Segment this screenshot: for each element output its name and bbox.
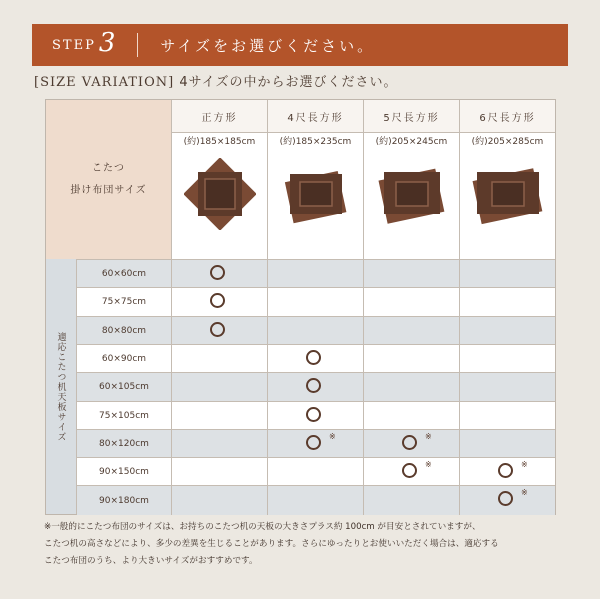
column-size: (約)205×285cm bbox=[471, 137, 544, 147]
table-cell bbox=[363, 402, 460, 430]
table-cell bbox=[267, 458, 364, 486]
corner-label-line1: こたつ bbox=[91, 162, 125, 174]
table-cell bbox=[267, 260, 364, 288]
note-mark: ※ bbox=[425, 431, 432, 441]
table-cell bbox=[363, 373, 460, 401]
column-name: 6尺長方形 bbox=[460, 100, 555, 133]
step-banner bbox=[32, 24, 568, 66]
column-name: 正方形 bbox=[172, 100, 267, 133]
table-row bbox=[77, 372, 555, 401]
table-cell bbox=[459, 486, 556, 514]
compatible-circle-icon bbox=[498, 491, 513, 506]
row-label: 80×120cm bbox=[99, 438, 149, 449]
footnote-line: こたつ机の高さなどにより、多少の差異を生じることがあります。さらにゆったりとお使いいただく場合は、適応する bbox=[44, 539, 499, 549]
step-word: STEP bbox=[52, 37, 96, 53]
table-cell bbox=[459, 260, 556, 288]
table-cell bbox=[171, 402, 268, 430]
column-name: 5尺長方形 bbox=[364, 100, 459, 133]
table-cell bbox=[459, 317, 556, 345]
table-row bbox=[77, 344, 555, 373]
table-corner-header bbox=[46, 100, 171, 259]
note-mark: ※ bbox=[329, 431, 336, 441]
table-cell bbox=[459, 288, 556, 316]
size-table bbox=[45, 99, 556, 515]
table-cell bbox=[171, 430, 268, 458]
table-row bbox=[77, 259, 555, 288]
column-header-square bbox=[171, 100, 267, 259]
compatible-circle-icon bbox=[306, 407, 321, 422]
table-side-label bbox=[46, 259, 77, 514]
footnote-line: ※一般的にこたつ布団のサイズは、お持ちのこたつ机の天板の大きさプラス約 100cm が目安とされていますが、 bbox=[44, 522, 481, 532]
table-cell bbox=[363, 486, 460, 514]
footnote-line: こたつ布団のうち、より大きいサイズがおすすめです。 bbox=[44, 556, 258, 566]
table-cell bbox=[267, 402, 364, 430]
table-row bbox=[77, 429, 555, 458]
table-cell bbox=[267, 288, 364, 316]
compatible-circle-icon bbox=[210, 265, 225, 280]
banner-title: サイズをお選びください。 bbox=[160, 36, 376, 55]
table-cell bbox=[459, 373, 556, 401]
footnote bbox=[44, 519, 564, 570]
note-mark: ※ bbox=[521, 488, 528, 498]
table-cell bbox=[363, 458, 460, 486]
column-name: 4尺長方形 bbox=[268, 100, 363, 133]
square-quilt-icon bbox=[184, 158, 256, 230]
rect-quilt-icon bbox=[376, 158, 448, 230]
compatible-circle-icon bbox=[306, 435, 321, 450]
table-row bbox=[77, 287, 555, 316]
table-cell bbox=[363, 260, 460, 288]
row-label: 60×105cm bbox=[99, 382, 149, 393]
table-cell bbox=[171, 260, 268, 288]
table-cell bbox=[171, 288, 268, 316]
table-cell bbox=[171, 486, 268, 514]
table-cell bbox=[459, 345, 556, 373]
size-variation-tag: [SIZE VARIATION] bbox=[34, 75, 175, 90]
row-label: 80×80cm bbox=[101, 325, 147, 336]
table-cell bbox=[171, 345, 268, 373]
table-cell bbox=[459, 402, 556, 430]
table-cell bbox=[267, 317, 364, 345]
side-label-text: 適応こたつ机天板サイズ bbox=[55, 331, 66, 442]
column-size: (約)185×235cm bbox=[279, 137, 352, 147]
table-row bbox=[77, 316, 555, 345]
table-cell bbox=[267, 486, 364, 514]
compatible-circle-icon bbox=[306, 350, 321, 365]
table-row bbox=[77, 457, 555, 486]
row-label: 90×180cm bbox=[99, 495, 149, 506]
row-label: 60×60cm bbox=[101, 269, 147, 280]
corner-label-line2: 掛け布団サイズ bbox=[70, 184, 147, 196]
table-cell bbox=[171, 373, 268, 401]
table-cell bbox=[363, 345, 460, 373]
compatible-circle-icon bbox=[210, 322, 225, 337]
column-size: (約)205×245cm bbox=[375, 137, 448, 147]
table-cell bbox=[267, 373, 364, 401]
compatible-circle-icon bbox=[498, 463, 513, 478]
column-header-6shaku bbox=[459, 100, 555, 259]
note-mark: ※ bbox=[425, 460, 432, 470]
rect-quilt-icon bbox=[472, 158, 544, 230]
column-header-4shaku bbox=[267, 100, 363, 259]
rect-quilt-icon bbox=[280, 158, 352, 230]
table-cell bbox=[171, 458, 268, 486]
table-cell bbox=[267, 430, 364, 458]
size-variation-heading bbox=[34, 71, 398, 90]
banner-divider bbox=[137, 33, 138, 57]
table-cell bbox=[363, 317, 460, 345]
row-label: 75×75cm bbox=[101, 297, 147, 308]
table-row bbox=[77, 485, 555, 514]
table-cell bbox=[267, 345, 364, 373]
row-label: 75×105cm bbox=[99, 410, 149, 421]
column-header-5shaku bbox=[363, 100, 459, 259]
table-cell bbox=[459, 458, 556, 486]
compatible-circle-icon bbox=[210, 293, 225, 308]
step-number: 3 bbox=[98, 28, 116, 58]
table-cell bbox=[363, 430, 460, 458]
table-cell bbox=[459, 430, 556, 458]
table-cell bbox=[363, 288, 460, 316]
row-label: 90×150cm bbox=[99, 467, 149, 478]
compatible-circle-icon bbox=[402, 463, 417, 478]
note-mark: ※ bbox=[521, 460, 528, 470]
column-size: (約)185×185cm bbox=[183, 137, 256, 147]
table-cell bbox=[171, 317, 268, 345]
size-variation-text: 4サイズの中からお選びください。 bbox=[179, 75, 398, 90]
table-row bbox=[77, 401, 555, 430]
row-label: 60×90cm bbox=[101, 354, 147, 365]
compatible-circle-icon bbox=[402, 435, 417, 450]
compatible-circle-icon bbox=[306, 378, 321, 393]
